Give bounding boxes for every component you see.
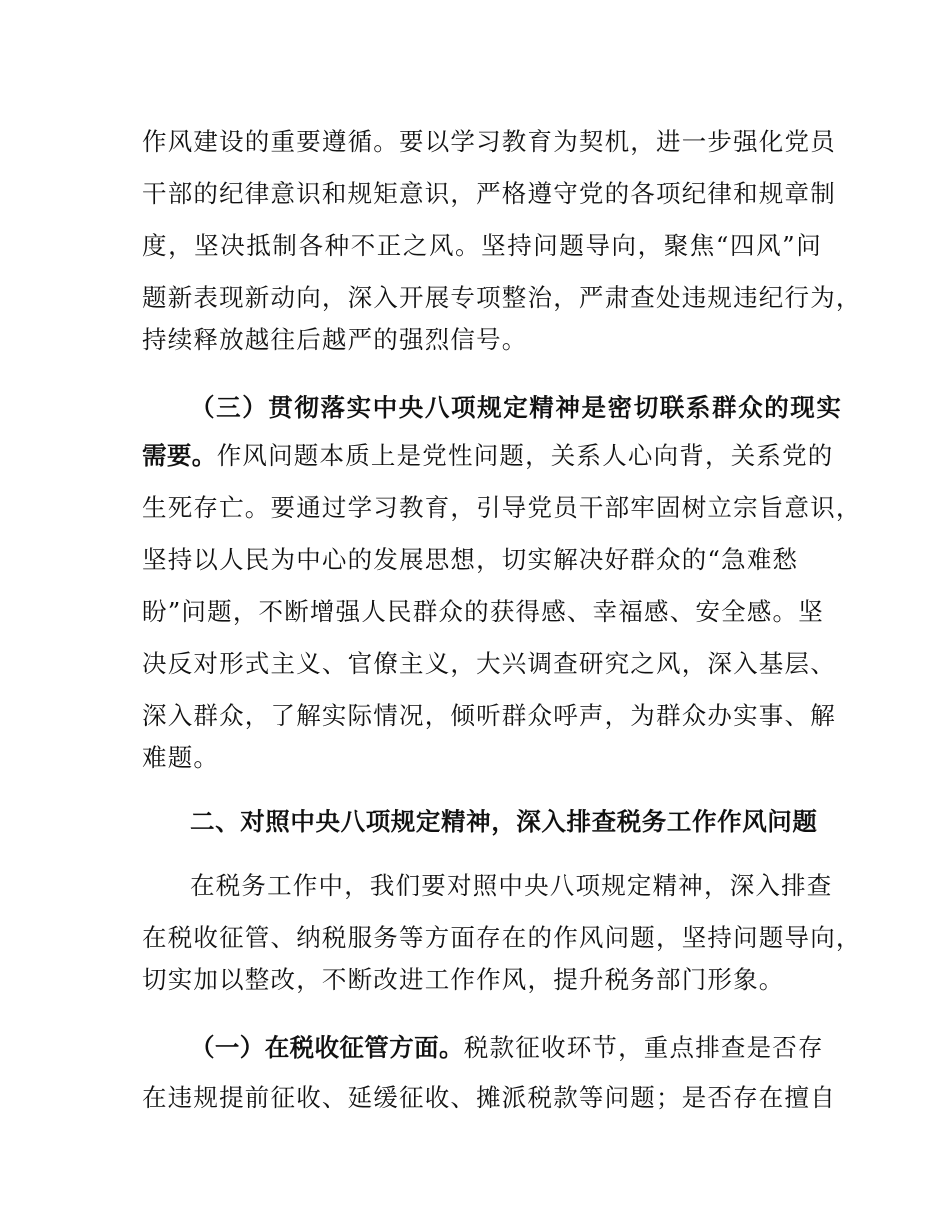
para4-line-1-text: 税款征收环节，重点排查是否存 — [463, 1033, 824, 1062]
para2-title: （三）贯彻落实中央八项规定精神是密切联系群众的现实 — [190, 393, 843, 422]
para1-line-1: 作风建设的重要遵循。要以学习教育为契机，进一步强化党员 — [142, 127, 836, 156]
para3-line-1: 在税务工作中，我们要对照中央八项规定精神，深入排查 — [190, 871, 833, 900]
para1-line-2: 干部的纪律意识和规矩意识，严格遵守党的各项纪律和规章制 — [142, 179, 836, 208]
para4-title: （一）在税收征管方面。 — [190, 1033, 464, 1062]
para2-line-3: 生死存亡。要通过学习教育，引导党员干部牢固树立宗旨意识， — [142, 493, 862, 522]
para2-line-8: 难题。 — [142, 743, 220, 772]
para1-line-4: 题新表现新动向，深入开展专项整治，严肃查处违规违纪行为， — [142, 283, 862, 312]
para3-line-3: 切实加以整改，不断改进工作作风，提升税务部门形象。 — [142, 965, 785, 994]
para4-line-2: 在违规提前征收、延缓征收、摊派税款等问题；是否存在擅自 — [142, 1083, 836, 1112]
para2-line-4: 坚持以人民为中心的发展思想，切实解决好群众的“急难愁 — [142, 545, 799, 574]
para2-line-2-text: 作风问题本质上是党性问题，关系人心向背，关系党的 — [216, 441, 834, 470]
para2-line-5: 盼”问题，不断增强人民群众的获得感、幸福感、安全感。坚 — [142, 597, 824, 626]
para2-line-7: 深入群众，了解实际情况，倾听群众呼声，为群众办实事、解 — [142, 701, 836, 730]
para2-line-2 — [142, 436, 834, 476]
para3-line-2: 在税收征管、纳税服务等方面存在的作风问题，坚持问题导向， — [142, 923, 862, 952]
para1-line-3: 度，坚决抵制各种不正之风。坚持问题导向，聚焦“四风”问 — [142, 231, 822, 260]
para1-line-5: 持续释放越往后越严的强烈信号。 — [142, 325, 528, 354]
para2-line-6: 决反对形式主义、官僚主义，大兴调查研究之风，深入基层、 — [142, 649, 836, 678]
para2-title-end: 需要。 — [142, 441, 217, 470]
para4-line-1 — [190, 1028, 822, 1068]
section2-heading: 二、对照中央八项规定精神，深入排查税务工作作风问题 — [190, 807, 818, 836]
